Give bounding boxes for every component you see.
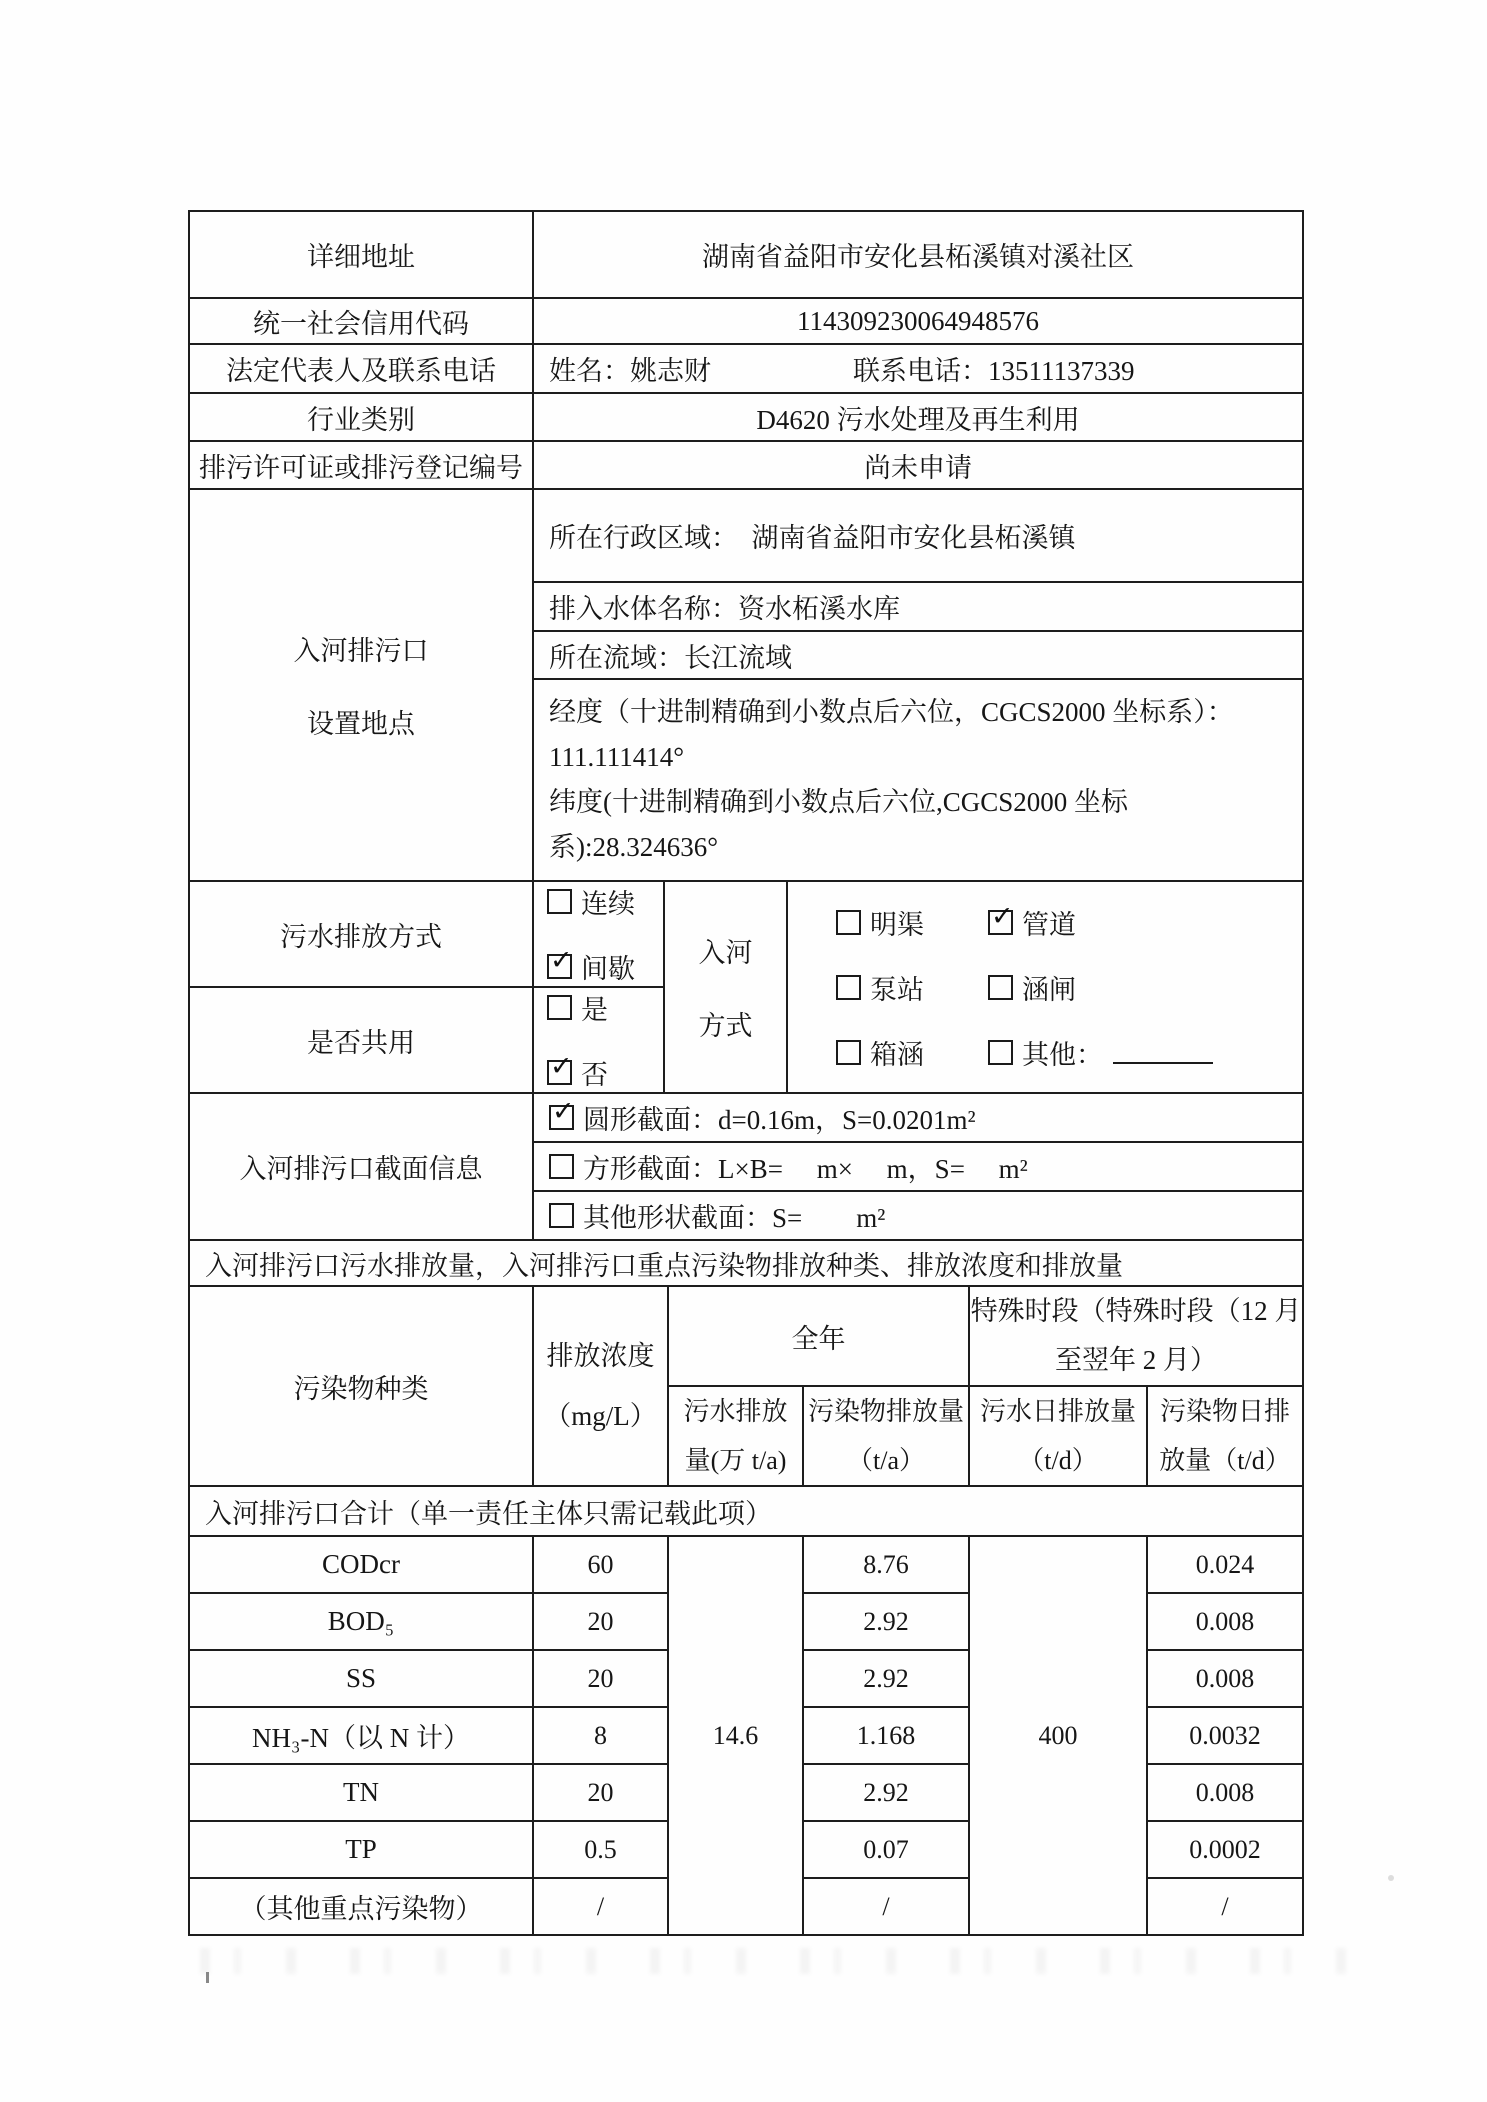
- checkbox-box-culvert-icon: [836, 1040, 861, 1065]
- checkbox-other-icon: [988, 1040, 1013, 1065]
- option-box-culvert: 箱涵: [836, 1033, 988, 1072]
- pollutant-name: TN: [189, 1764, 533, 1821]
- concentration-value: /: [533, 1878, 668, 1935]
- checkbox-no-icon: [547, 1060, 572, 1085]
- concentration-value: 20: [533, 1593, 668, 1650]
- scan-speck: [206, 1972, 209, 1983]
- daily-water-total: 400: [969, 1536, 1147, 1935]
- col-pollutant-header: 污染物种类: [189, 1286, 533, 1486]
- outlet-location-label: 入河排污口 设置地点: [189, 489, 533, 881]
- pollutant-name: CODcr: [189, 1536, 533, 1593]
- table-row: [189, 211, 1303, 298]
- address-label: 详细地址: [189, 211, 533, 298]
- legal-rep-name: 姓名：姚志财: [549, 356, 711, 386]
- legal-rep-value: [533, 344, 1303, 393]
- daily-pollutant-value: 0.008: [1147, 1650, 1303, 1707]
- annual-pollutant-value: 0.07: [803, 1821, 969, 1878]
- daily-pollutant-value: 0.024: [1147, 1536, 1303, 1593]
- scan-speck: [1388, 1875, 1394, 1881]
- permit-value: 尚未申请: [533, 441, 1303, 489]
- latitude-line: 纬度(十进制精确到小数点后六位,CGCS2000 坐标系):28.324636°: [549, 787, 1129, 862]
- discharge-mode-label: 污水排放方式: [189, 881, 533, 987]
- concentration-value: 20: [533, 1764, 668, 1821]
- legal-rep-label: 法定代表人及联系电话: [189, 344, 533, 393]
- legal-rep-phone: 联系电话：13511137339: [853, 356, 1135, 386]
- shared-use-label: 是否共用: [189, 987, 533, 1093]
- pollutant-name: BOD₅: [189, 1593, 533, 1650]
- industry-label: 行业类别: [189, 393, 533, 441]
- shared-use-options: [533, 987, 664, 1093]
- checkbox-yes-icon: [547, 995, 572, 1020]
- table-row: [189, 489, 1303, 582]
- water-body-value: 排入水体名称：资水柘溪水库: [533, 582, 1303, 631]
- annual-pollutant-value: /: [803, 1878, 969, 1935]
- table-row: [189, 344, 1303, 393]
- total-row-label: 入河排污口合计（单一责任主体只需记载此项）: [189, 1486, 1303, 1536]
- checkbox-open-channel-icon: [836, 910, 861, 935]
- daily-pollutant-value: /: [1147, 1878, 1303, 1935]
- pollutant-name: （其他重点污染物）: [189, 1878, 533, 1935]
- col-concentration-header: 排放浓度 （mg/L）: [533, 1286, 668, 1486]
- table-row: [189, 1093, 1303, 1142]
- other-section-row: 其他形状截面：S= m²: [533, 1191, 1303, 1240]
- col-daily-water-header: 污水日排放量（t/d）: [969, 1386, 1147, 1486]
- entry-mode-label: 入河 方式: [664, 881, 787, 1093]
- address-value: 湖南省益阳市安化县柘溪镇对溪社区: [533, 211, 1303, 298]
- pollutant-name: TP: [189, 1821, 533, 1878]
- annual-pollutant-value: 2.92: [803, 1650, 969, 1707]
- table-row: [189, 1536, 1303, 1593]
- table-row: [189, 393, 1303, 441]
- concentration-value: 60: [533, 1536, 668, 1593]
- col-annual-header: 全年: [668, 1286, 969, 1386]
- entry-mode-options: [787, 881, 1303, 1093]
- other-blank-line: [1113, 1040, 1213, 1064]
- option-continuous: 连续: [547, 882, 663, 921]
- option-open-channel: 明渠: [836, 903, 988, 942]
- annual-pollutant-value: 2.92: [803, 1593, 969, 1650]
- rect-section-row: 方形截面：L×B= m× m，S= m²: [533, 1142, 1303, 1191]
- daily-pollutant-value: 0.008: [1147, 1764, 1303, 1821]
- daily-pollutant-value: 0.0002: [1147, 1821, 1303, 1878]
- checkbox-other-shape-icon: [549, 1203, 574, 1228]
- registration-form-table: [188, 210, 1302, 1936]
- basin-value: 所在流域：长江流域: [533, 631, 1303, 679]
- checkbox-pump-station-icon: [836, 975, 861, 1000]
- annual-water-total: 14.6: [668, 1536, 803, 1935]
- col-annual-water-header: 污水排放量(万 t/a): [668, 1386, 803, 1486]
- table-row: [189, 441, 1303, 489]
- annual-pollutant-value: 8.76: [803, 1536, 969, 1593]
- daily-pollutant-value: 0.008: [1147, 1593, 1303, 1650]
- option-no: ✓ 否: [547, 1053, 663, 1092]
- col-daily-pollutant-header: 污染物日排放量（t/d）: [1147, 1386, 1303, 1486]
- table-row: [189, 298, 1303, 344]
- cross-section-label: 入河排污口截面信息: [189, 1093, 533, 1240]
- discharge-mode-table: [188, 880, 1304, 1094]
- col-special-header: 特殊时段（特殊时段（12 月 至翌年 2 月）: [969, 1286, 1303, 1386]
- pollutant-name: SS: [189, 1650, 533, 1707]
- checkbox-pipeline-icon: [988, 910, 1013, 935]
- longitude-label: 经度（十进制精确到小数点后六位，CGCS2000 坐标系）：: [549, 697, 1234, 727]
- coordinates-cell: [533, 679, 1303, 881]
- pollutant-name: NH₃-N（以 N 计）: [189, 1707, 533, 1764]
- concentration-value: 0.5: [533, 1821, 668, 1878]
- checkbox-rect-icon: [549, 1154, 574, 1179]
- credit-code-label: 统一社会信用代码: [189, 298, 533, 344]
- longitude-value: 111.111414°: [549, 742, 685, 772]
- annual-pollutant-value: 1.168: [803, 1707, 969, 1764]
- circular-section-row: ✓ 圆形截面：d=0.16m，S=0.0201m²: [533, 1093, 1303, 1142]
- permit-label: 排污许可证或排污登记编号: [189, 441, 533, 489]
- option-culvert-gate: 涵闸: [988, 968, 1302, 1007]
- emission-title: 入河排污口污水排放量，入河排污口重点污染物排放种类、排放浓度和排放量: [189, 1240, 1303, 1286]
- table-row: [189, 1486, 1303, 1536]
- col-annual-pollutant-header: 污染物排放量（t/a）: [803, 1386, 969, 1486]
- table-row: [189, 881, 1303, 987]
- emission-table: [188, 1239, 1304, 1936]
- admin-region-value: 所在行政区域： 湖南省益阳市安化县柘溪镇: [533, 489, 1303, 582]
- checkbox-circular-icon: [549, 1105, 574, 1130]
- checkbox-culvert-gate-icon: [988, 975, 1013, 1000]
- checkbox-continuous-icon: [547, 889, 572, 914]
- cross-section-table: [188, 1092, 1304, 1241]
- option-pump-station: 泵站: [836, 968, 988, 1007]
- industry-value: D4620 污水处理及再生利用: [533, 393, 1303, 441]
- option-pipeline: ✓ 管道: [988, 903, 1302, 942]
- daily-pollutant-value: 0.0032: [1147, 1707, 1303, 1764]
- concentration-value: 8: [533, 1707, 668, 1764]
- annual-pollutant-value: 2.92: [803, 1764, 969, 1821]
- discharge-mode-options: [533, 881, 664, 987]
- checkbox-intermittent-icon: [547, 954, 572, 979]
- basic-info-table: [188, 210, 1304, 882]
- scan-noise: [200, 1948, 1390, 1974]
- concentration-value: 20: [533, 1650, 668, 1707]
- option-other: 其他：: [988, 1033, 1302, 1072]
- table-row: [189, 1240, 1303, 1286]
- option-yes: 是: [547, 988, 663, 1027]
- option-intermittent: ✓ 间歇: [547, 947, 663, 986]
- credit-code-value: 114309230064948576: [533, 298, 1303, 344]
- table-row: [189, 1286, 1303, 1386]
